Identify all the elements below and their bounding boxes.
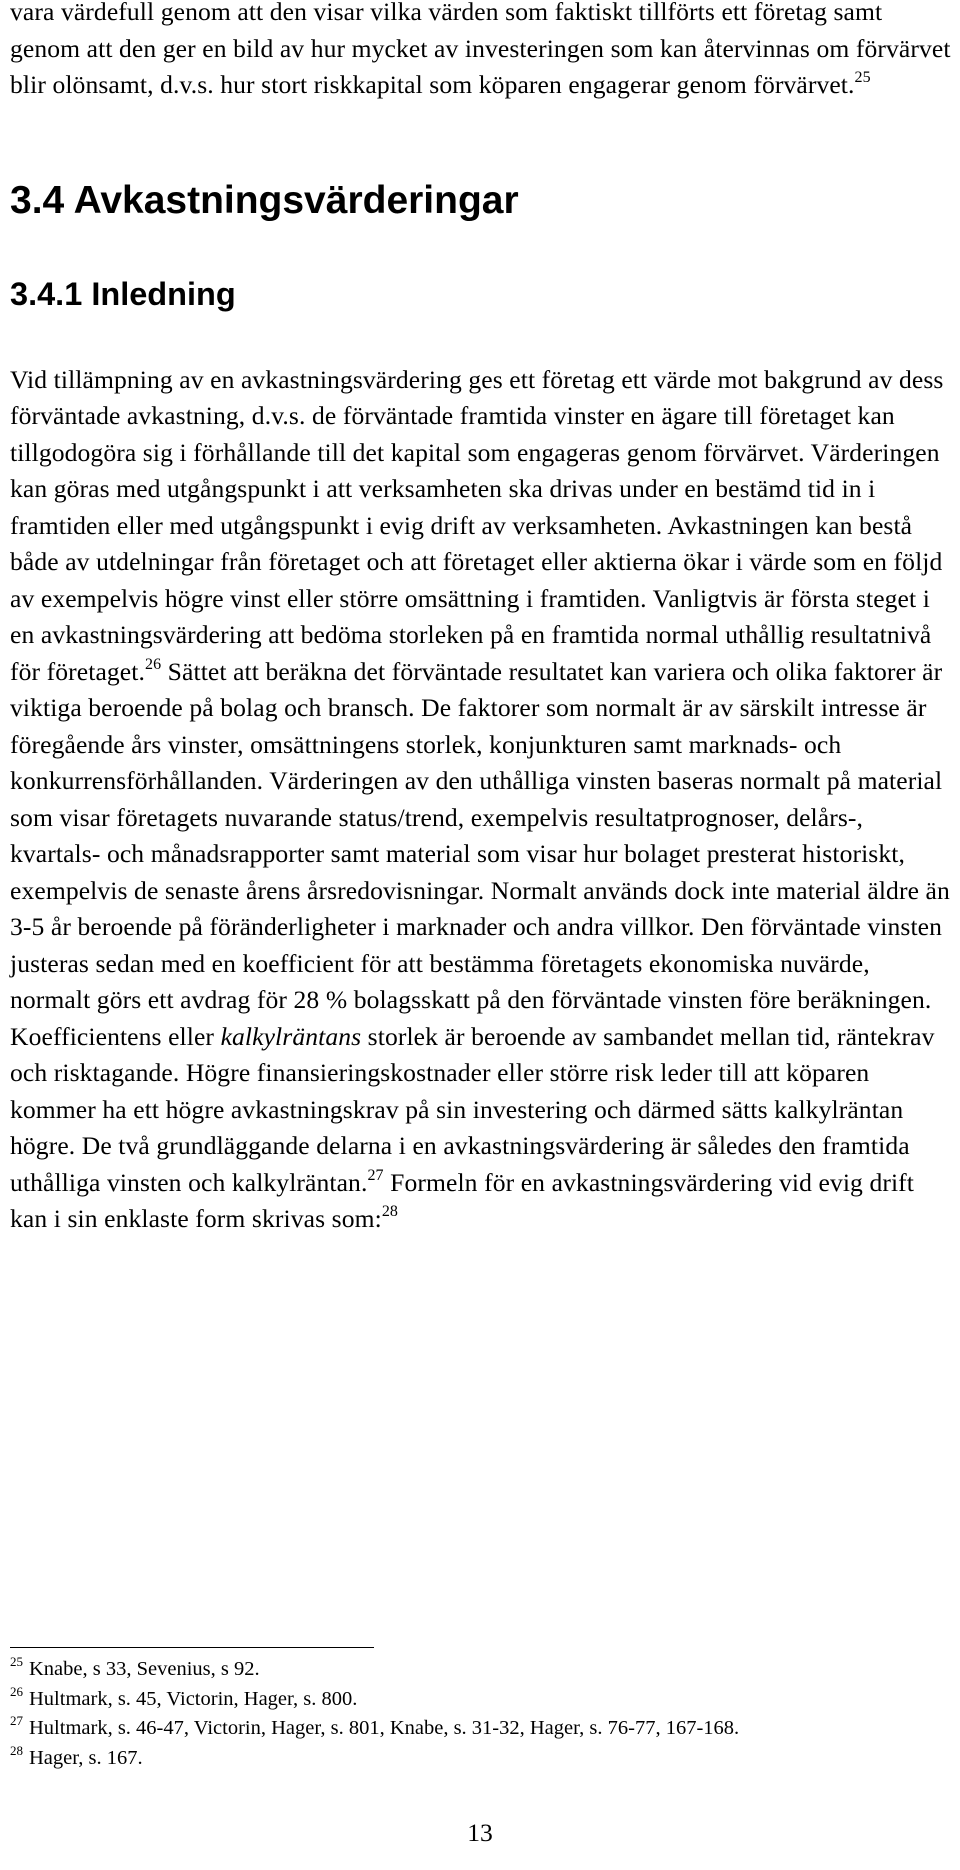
footnote-number: 27 (10, 1713, 23, 1728)
section-heading: 3.4 Avkastningsvärderingar (10, 178, 519, 222)
footnote-number: 25 (10, 1654, 23, 1669)
body-paragraph (10, 362, 955, 1238)
footnote-text: Hultmark, s. 46-47, Victorin, Hager, s. 801, Knabe, s. 31-32, Hager, s. 76-77, 167-168. (29, 1717, 740, 1739)
body-text-part1: Vid tillämpning av en avkastningsvärdering ges ett företag ett värde mot bakgrund av dess förväntade avkastning, d.v.s. de förväntade framtida vinster en ägare till företaget kan tillgodogöra sig i förhållande till det kapital som engageras genom förvärvet. Värderingen kan göras med utgångspunkt i att verksamheten ska drivas under en bestämd tid in i framtiden eller med utgångspunkt i evig drift av verksamheten. Avkastningen kan bestå både av utdelningar från företaget och att företaget eller aktierna ökar i värde som en följd av exempelvis högre vinst eller större omsättning i framtiden. Vanligtvis är första steget i en avkastningsvärdering att bedöma storleken på en framtida normal uthållig resultatnivå för företaget. (10, 364, 944, 686)
footnote-item (10, 1714, 955, 1744)
footnote-number: 28 (10, 1742, 23, 1758)
footnote-item (10, 1655, 955, 1685)
intro-text: vara värdefull genom att den visar vilka värden som faktiskt tillförts ett företag samt genom att den ger en bild av hur mycket av investeringen som kan återvinnas om förvärvet blir olönsamt, d.v.s. hur stort riskkapital som köparen engagerar genom förvärvet. (10, 0, 951, 99)
footnote-item (10, 1685, 955, 1715)
footnote-text: Hultmark, s. 45, Victorin, Hager, s. 800. (29, 1687, 358, 1710)
body-text-part2: Sättet att beräkna det förväntade resultatet kan variera och olika faktorer är viktiga beroende på bolag och bransch. De faktorer som normalt är av särskilt intresse är föregående års vinster, omsättningens storlek, konjunkturen samt marknads- och konkurrensförhållanden. Värderingen av den uthålliga vinsten baseras normalt på material som visar företagets nuvarande status/trend, exempelvis resultatprognoser, delårs-, kvartals- och månadsrapporter samt material som visar hur bolaget presterat historiskt, exempelvis de senaste årens årsredovisningar. Normalt används dock inte material äldre än 3-5 år beroende på föränderligheter i marknader och andra villkor. Den förväntade vinsten justeras sedan med en koefficient för att bestämma företagets ekonomiska nuvärde, normalt görs ett avdrag för 28 % bolagsskatt på den förväntade vinsten före beräkningen. Koefficientens eller (10, 656, 950, 1051)
footnote-text: Hager, s. 167. (29, 1746, 143, 1769)
footnote-ref-28[interactable]: 28 (381, 1203, 399, 1220)
footnote-ref-26[interactable]: 26 (144, 655, 162, 673)
italic-term: kalkylräntans (220, 1021, 362, 1051)
subsection-heading: 3.4.1 Inledning (10, 275, 236, 312)
footnote-ref-27[interactable]: 27 (367, 1166, 384, 1184)
footnote-text: Knabe, s 33, Sevenius, s 92. (29, 1658, 260, 1680)
footnote-item (10, 1744, 955, 1774)
footnote-ref-25[interactable]: 25 (854, 69, 871, 86)
footnote-separator (10, 1647, 374, 1648)
footnote-number: 26 (10, 1683, 23, 1699)
page-number: 13 (467, 1818, 493, 1847)
intro-paragraph (10, 0, 955, 104)
body-text-part3: storlek är beroende av sambandet mellan tid, räntekrav och risktagande. Högre finansieringskostnader eller större risk leder till att köparen kommer ha ett högre avkastningskrav på sin investering och därmed sätts kalkylräntan högre. De två grundläggande delarna i en avkastningsvärdering är således den framtida uthålliga vinsten och kalkylräntan. (10, 1021, 935, 1197)
document-page (10, 0, 955, 1238)
body-text-part4: Formeln för en avkastningsvärdering vid evig drift kan i sin enklaste form skrivas som: (10, 1167, 915, 1233)
footnotes (10, 1655, 955, 1773)
